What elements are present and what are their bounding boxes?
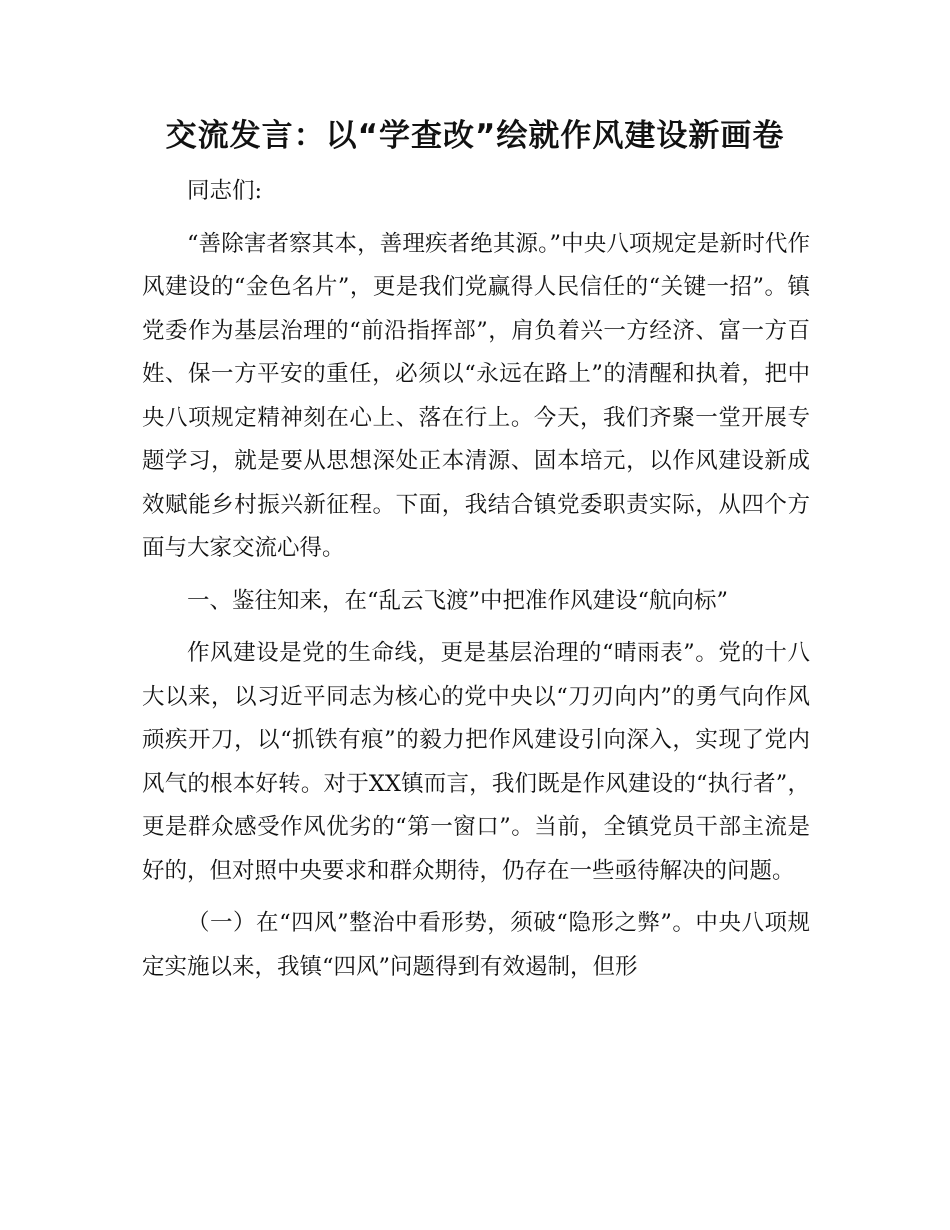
paragraph-section-1: 作风建设是党的生命线，更是基层治理的“晴雨表”。党的十八大以来，以习近平同志为核心的党中央以“刀刃向内”的勇气向作风顽疾开刀，以“抓铁有痕”的毅力把作风建设引向深入，实现了党内风气的根本好转。对于XX镇而言，我们既是作风建设的“执行者”，更是群众感受作风优劣的“第一窗口”。当前，全镇党员干部主流是好的，但对照中央要求和群众期待，仍存在一些亟待解决的问题。 [142,640,810,884]
document-body [142,170,810,998]
document-title: 交流发言：以“学查改”绘就作风建设新画卷 [165,118,785,154]
section-heading-1: 一、鉴往知来，在“乱云飞渡”中把准作风建设“航向标” [187,587,729,614]
salutation: 同志们: [187,178,263,204]
subsection-1-1: （一）在“四风”整治中看形势，须破“隐形之弊”。中央八项规定实施以来，我镇“四风”问题得到有效遏制，但形 [142,910,810,980]
paragraph-intro: “善除害者察其本，善理疾者绝其源。”中央八项规定是新时代作风建设的“金色名片”，更是我们党赢得人民信任的“关键一招”。镇党委作为基层治理的“前沿指挥部”，肩负着兴一方经济、富一方百姓、保一方平安的重任，必须以“永远在路上”的清醒和执着，把中央八项规定精神刻在心上、落在行上。今天，我们齐聚一堂开展专题学习，就是要从思想深处正本清源、固本培元，以作风建设新成效赋能乡村振兴新征程。下面，我结合镇党委职责实际，从四个方面与大家交流心得。 [142,230,810,561]
